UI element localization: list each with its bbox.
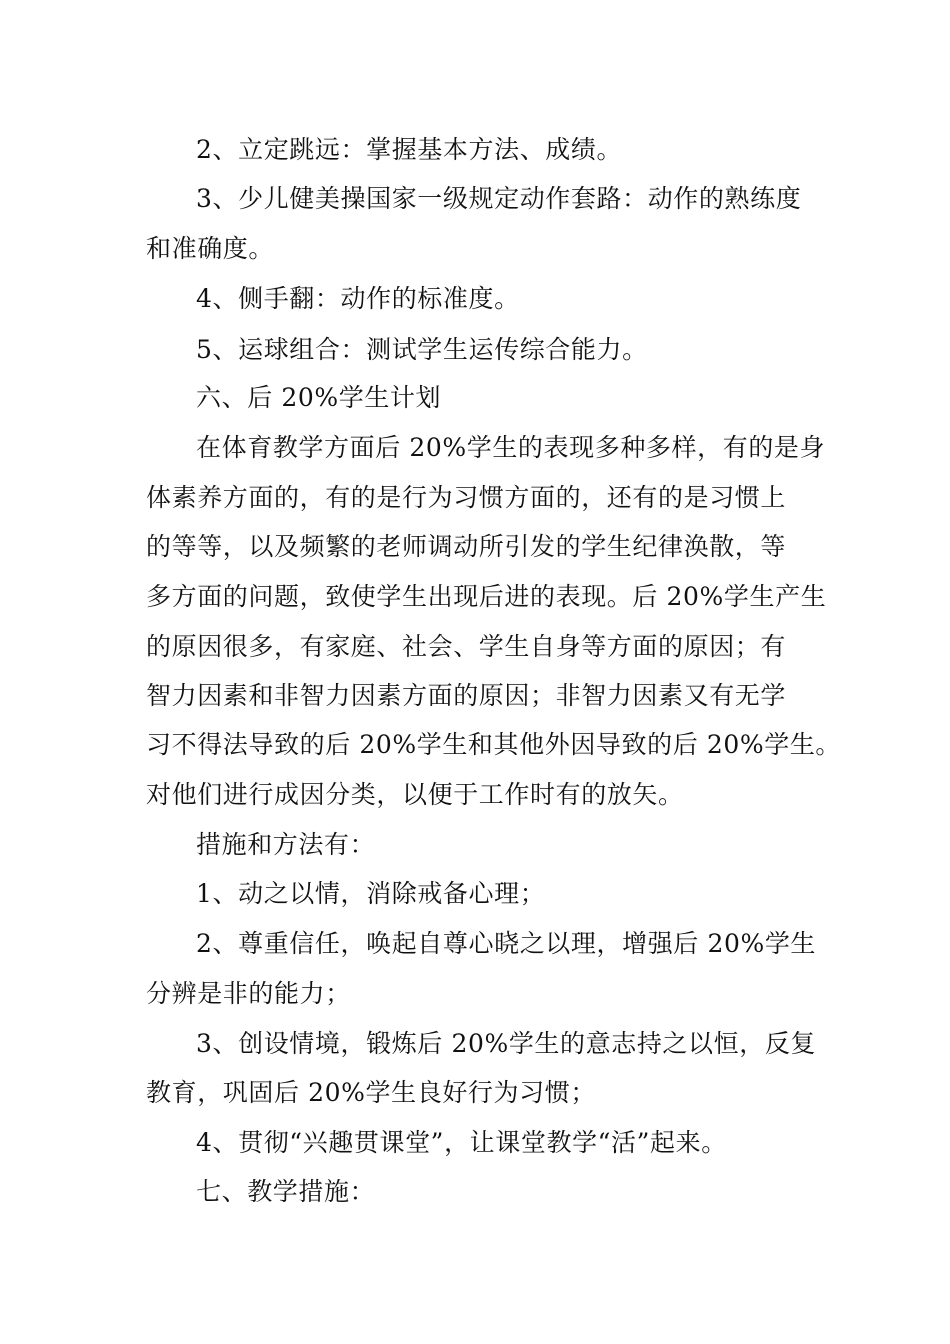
paragraph-line: 和准确度。 xyxy=(146,234,275,263)
paragraph-line: 教育，巩固后 20%学生良好行为习惯； xyxy=(146,1078,596,1107)
paragraph-line: 5、运球组合：测试学生运传综合能力。 xyxy=(196,335,648,364)
list-item: 4、贯彻“兴趣贯课堂”，让课堂教学“活”起来。 xyxy=(196,1128,727,1157)
paragraph-line: 多方面的问题，致使学生出现后进的表现。后 20%学生产生 xyxy=(146,582,827,611)
paragraph-line: 分辨是非的能力； xyxy=(146,979,351,1008)
paragraph-line: 智力因素和非智力因素方面的原因；非智力因素又有无学 xyxy=(146,681,787,710)
paragraph-line: 对他们进行成因分类，以便于工作时有的放矢。 xyxy=(146,780,684,809)
paragraph-line: 2、立定跳远：掌握基本方法、成绩。 xyxy=(196,135,623,164)
paragraph-line: 习不得法导致的后 20%学生和其他外因导致的后 20%学生。 xyxy=(146,730,842,759)
paragraph-line: 4、侧手翻：动作的标准度。 xyxy=(196,284,520,313)
paragraph-line: 的原因很多，有家庭、社会、学生自身等方面的原因；有 xyxy=(146,632,787,661)
list-item: 2、尊重信任，唤起自尊心晓之以理，增强后 20%学生 xyxy=(196,929,817,958)
paragraph-line: 体素养方面的，有的是行为习惯方面的，还有的是习惯上 xyxy=(146,483,787,512)
paragraph-line: 措施和方法有： xyxy=(196,830,376,859)
list-item: 3、创设情境，锻炼后 20%学生的意志持之以恒，反复 xyxy=(196,1029,817,1058)
section-heading: 六、后 20%学生计划 xyxy=(196,383,442,412)
paragraph-line: 的等等，以及频繁的老师调动所引发的学生纪律涣散，等 xyxy=(146,532,787,561)
section-heading: 七、教学措施： xyxy=(196,1177,376,1206)
paragraph-line: 在体育教学方面后 20%学生的表现多种多样，有的是身 xyxy=(196,433,826,462)
list-item: 1、动之以情，消除戒备心理； xyxy=(196,879,546,908)
paragraph-line: 3、少儿健美操国家一级规定动作套路：动作的熟练度 xyxy=(196,184,802,213)
